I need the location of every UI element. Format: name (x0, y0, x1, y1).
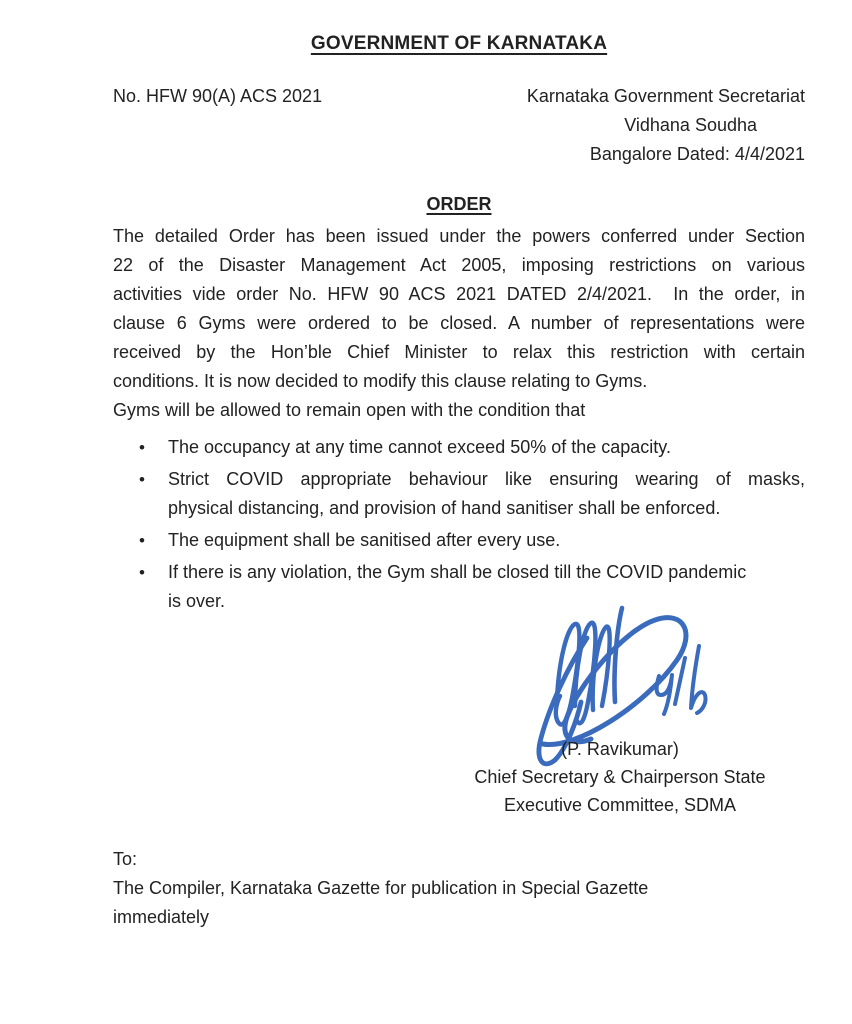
bullet-item (113, 526, 805, 555)
bullet-item (113, 465, 805, 523)
paragraph-line: received by the Hon’ble Chief Minister to relax this restriction with certain (113, 342, 805, 362)
bullet-icon: • (139, 563, 145, 582)
paragraph-line: activities vide order No. HFW 90 ACS 2021 DATED 2/4/2021. In the order, in (113, 284, 805, 304)
bullet-line: If there is any violation, the Gym shall be closed till the COVID pandemic (168, 562, 747, 582)
paragraph-line: Gyms will be allowed to remain open with the condition that (113, 400, 586, 420)
paragraph-line: The detailed Order has been issued under the powers conferred under Section (113, 226, 805, 246)
government-title: GOVERNMENT OF KARNATAKA (310, 33, 608, 54)
letterhead-line-date: Bangalore Dated: 4/4/2021 (589, 144, 805, 164)
letterhead-line-secretariat: Karnataka Government Secretariat (526, 86, 805, 106)
bullet-line: is over. (168, 591, 226, 611)
bullet-list (113, 433, 805, 616)
bullet-item (113, 433, 805, 462)
bullet-icon: • (139, 438, 145, 457)
letterhead-line-vidhana-soudha: Vidhana Soudha (624, 115, 757, 135)
paragraph-line: clause 6 Gyms were ordered to be closed. A number of representations were (113, 313, 805, 333)
footer-line-2: immediately (113, 907, 210, 927)
bullet-line: The occupancy at any time cannot exceed 50% of the capacity. (168, 437, 671, 457)
order-heading: ORDER (426, 194, 492, 214)
signature-designation-2: Executive Committee, SDMA (503, 795, 737, 815)
signature-block (450, 735, 790, 819)
reference-number: No. HFW 90(A) ACS 2021 (113, 86, 323, 106)
signature-designation-1: Chief Secretary & Chairperson State (474, 767, 766, 787)
document-content (0, 30, 852, 616)
footer-line-1: The Compiler, Karnataka Gazette for publication in Special Gazette (113, 878, 649, 898)
paragraph-line: 22 of the Disaster Management Act 2005, imposing restrictions on various (113, 255, 805, 275)
bullet-line: The equipment shall be sanitised after every use. (168, 530, 561, 550)
bullet-line: physical distancing, and provision of hand sanitiser shall be enforced. (168, 498, 721, 518)
order-paragraph (113, 222, 805, 425)
bullet-line: Strict COVID appropriate behaviour like ensuring wearing of masks, (168, 469, 805, 489)
footer-address (113, 845, 648, 932)
footer-to-label: To: (113, 849, 138, 869)
header-row (113, 82, 805, 169)
bullet-icon: • (139, 531, 145, 550)
letterhead-block (465, 82, 805, 169)
paragraph-line: conditions. It is now decided to modify this clause relating to Gyms. (113, 371, 648, 391)
signature-name: (P. Ravikumar) (561, 739, 679, 759)
bullet-icon: • (139, 470, 145, 489)
